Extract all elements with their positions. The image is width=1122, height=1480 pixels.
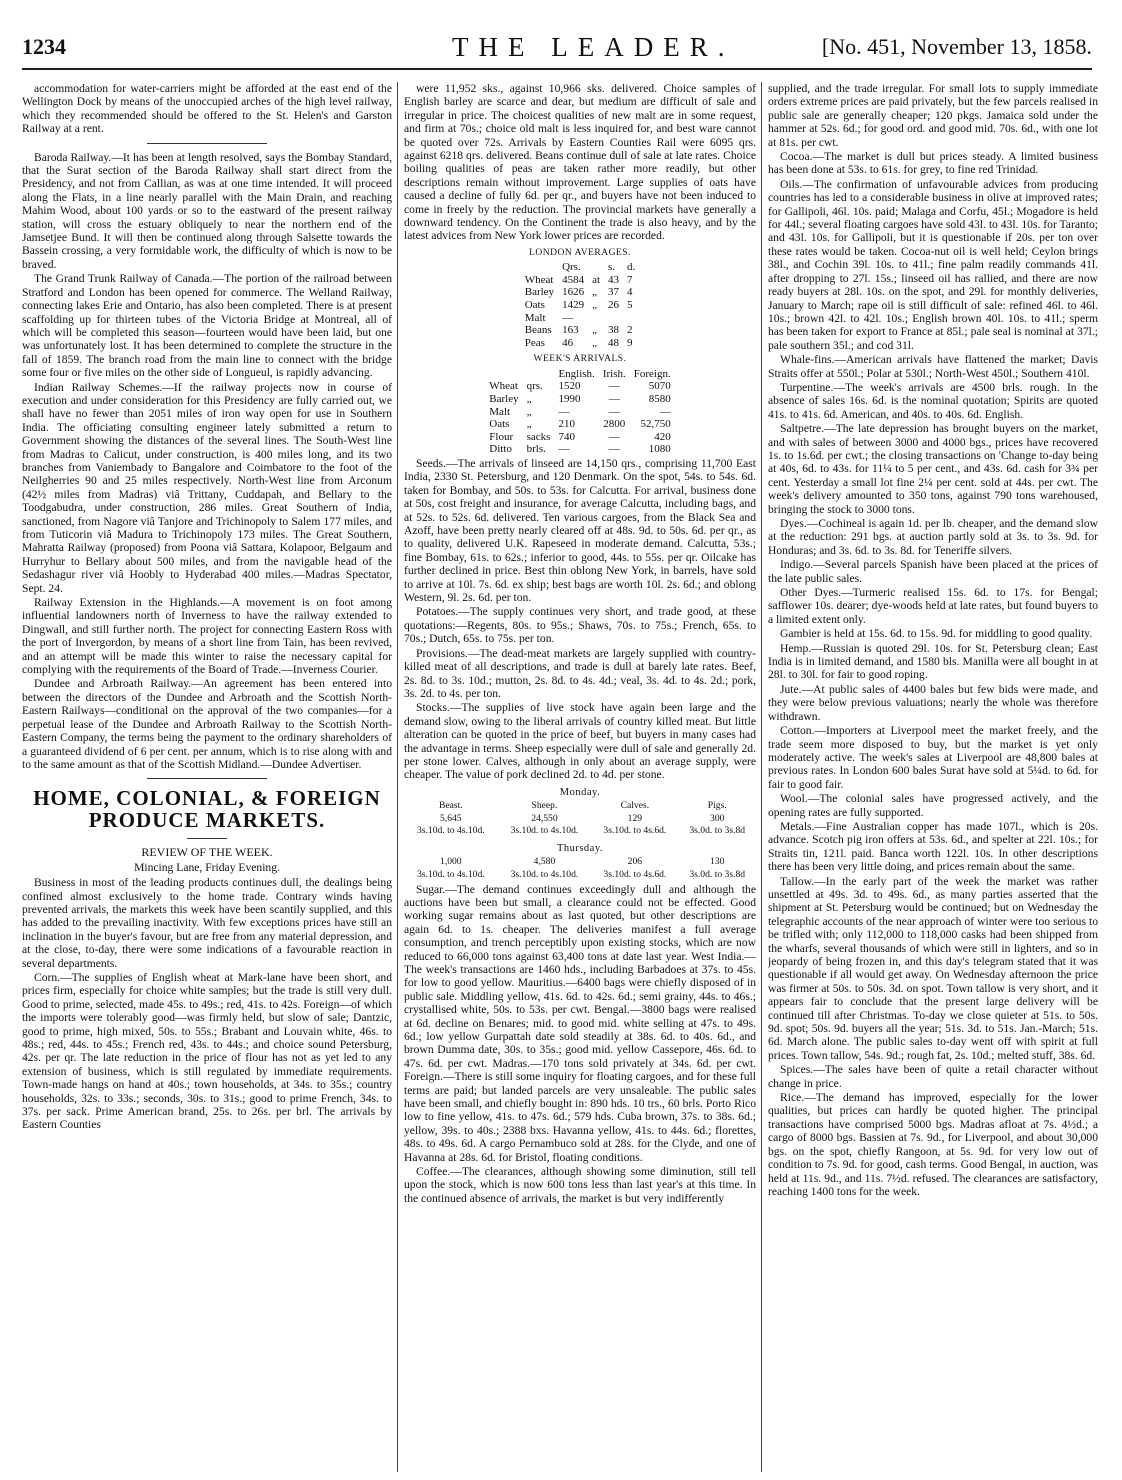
table-row: 1,000 4,580 206 130	[440, 856, 725, 868]
market-para: Metals.—Fine Australian copper has made 107l., which is 20s. advance. Scotch pig iron offers at 53s. 6d., and spelter at 22l. 10s.; for Straits tin, 121l. paid. Banca worth 122l. 10s. In other descriptions there has been very little doing, and prices remain about the same.	[768, 819, 1098, 874]
divider	[187, 838, 227, 839]
monday-table	[404, 800, 756, 838]
market-para: Tallow.—In the early part of the week the market was rather unsettled at 49s. 3d. to 49s. 6d., as many parties asserted that the shipment at St. Petersburg would be continued; but on Wednesday the telegraphic accounts of the near approach of winter were too serious to be trifled with; only 112,000 to 118,000 casks had been shipped from the wharfs, several thousands of which were still in lighters, and so in jeopardy of being frozen in, and this day's telegram stated that it was questionable if all would get away. On Wednesday afternoon the price was firmer at 50s. to 50s. 3d. on spot. Town tallow is very short, and it appears fair to conclude that the present large delivery will be continued till after Christmas. To-day we close quieter at 51s. to 50s. 9d. spot; 50s. 9d. buyers all the year; 51s. 3d. to 51s. Jan.-March; 51s. 6d. March alone. The public sales to-day went off with spirit at full prices. Town tallow, 54s. 9d.; rough fat, 2s. 10d.; melted stuff, 38s. 6d.	[768, 874, 1098, 1062]
thursday-table	[404, 856, 756, 881]
market-para: Oils.—The confirmation of unfavourable advices from producing countries has led to a considerable business in olive at improved rates; for Gallipoli, 46l. 10s. paid; Malaga and Corfu, 45l.; Mogadore is held for 44l.; several floating cargoes have sold 43l. to 43l. 10s. for Taranto; and 43l. 10s. for Gallipoli, but it is questionable if 20s. per ton over these rates would be taken. Cocoa-nut oil is well held; Ceylon brings 38l., and Cochin 39l. 10s. to 41l.; fine palm readily commands 41l. after dropping to 27l. 15s.; linseed oil has rallied, and there are now ready buyers at 28l. 10s. on the spot, and 29l. for monthly deliveries, January to March; rape oil is still difficult of sale: refined 46l. to 46l. 10s.; brown 42l. to 42l. 10s.; English brown 40l. 10s. to 41l.; sperm has been taken for export to France at 85l.; pale seal is nominal at 37l.; pale southern 35l.; and cod 31l.	[768, 177, 1098, 352]
table-row: Wheat 4584 at 43 7	[524, 273, 633, 286]
table-row: Oats 1429 „ 26 5	[524, 299, 633, 312]
table-row: 3s.10d. to 4s.10d. 3s.10d. to 4s.10d. 3s.10d. to 4s.6d. 3s.0d. to 3s.8d	[416, 825, 746, 837]
london-averages-caption: LONDON AVERAGES.	[529, 247, 631, 258]
weeks-arrivals-table	[485, 368, 674, 456]
table-header-row: Qrs. s. d.	[562, 261, 636, 274]
table-row: Barley „ 1990 — 8580	[489, 393, 671, 406]
page-header	[22, 28, 1092, 70]
market-para: Indigo.—Several parcels Spanish have been placed at the prices of the late public sales.	[768, 558, 1098, 585]
market-para: Cotton.—Importers at Liverpool meet the market freely, and the trade seem more disposed to buy, but the market is yet only moderately active. The week's sales at Liverpool are 48,800 bales at previous rates. In London 600 bales Surat have sold at 5¼d. to 6d. for fair to good fair.	[768, 724, 1098, 791]
market-para: Spices.—The sales have been of quite a retail character without change in price.	[768, 1063, 1098, 1090]
market-para: Dyes.—Cochineal is again 1d. per lb. cheaper, and the demand slow at the reduction: 291 bgs. at auction partly sold at 3s. to 3s. 9d. for Honduras; and 3s. 6d. to 3s. 8d. for Teneriffe silvers.	[768, 517, 1098, 557]
table-row: Peas 46 „ 48 9	[524, 336, 633, 349]
article-para: accommodation for water-carriers might be afforded at the east end of the Wellington Dock by means of the unoccupied arches of the high level railway, which they recommended should be offered to the St. Helen's and Garston Railway at a rent.	[22, 82, 392, 136]
thursday-caption: Thursday.	[556, 842, 604, 854]
column-rule-1	[397, 82, 398, 1472]
table-row: Malt „ — — —	[489, 405, 671, 418]
table-row: Oats „ 210 2800 52,750	[489, 418, 671, 431]
newspaper-title: THE LEADER.	[452, 32, 735, 62]
divider	[147, 143, 267, 144]
table-row: Ditto brls. — — 1080	[489, 443, 671, 456]
market-para: Provisions.—The dead-meat markets are largely supplied with country-killed meat of all descriptions, and trade is dull at barely late rates. Beef, 2s. 8d. to 3s. 10d.; mutton, 2s. 8d. to 4s. 4d.; veal, 3s. 4d. to 4s. 2d.; pork, 3s. 2d. to 4s. per ton.	[404, 646, 756, 700]
market-para: Saltpetre.—The late depression has brought buyers on the market, and with sales of between 3000 and 4000 bgs., prices have recovered 1s. to 1s.6d. per cwt.; the closing transactions on 'Change to-day being at 40s, 6d. to 43s. for 11¼ to 5 per cent., and 43s. 6d. cash for 3¾ per cent. Yesterday a small lot fine 2¼ per cent. sold at 44s. per cwt. The week's delivery amounted to 350 tons, against 790 tons warehoused, bringing the stock to 3000 tons.	[768, 422, 1098, 516]
market-para: Gambier is held at 15s. 6d. to 15s. 9d. for middling to good quality.	[780, 627, 1093, 641]
market-para: Rice.—The demand has improved, especially for the lower qualities, but prices can hardly be quoted higher. The principal transactions have comprised 5000 bgs. Madras afloat at 7s. 4½d.; a cargo of 8000 bgs. Bassien at 7s. 9d., for Liverpool, and about 30,000 bgs. on the spot, chiefly Rangoon, at 5s. 9d. for very low out of condition to 7s. 9d. for good, cash terms. Good Bengal, in auction, was held at 11s. 9d., and 11s. 7½d. refused. The clearances are satisfactory, reaching 1400 tons for the week.	[768, 1091, 1098, 1198]
market-para: Stocks.—The supplies of live stock have again been large and the demand slow, owing to the liberal arrivals of country killed meat. But little alteration can be quoted in the price of beef, but buyers in many cases had the advantage in terms. Sheep especially were dull of sale and generally 2d. per stone lower. Calves, although in only about an average supply, were cheaper. The value of pork declined 2d. to 4d. per stone.	[404, 701, 756, 782]
market-para: Other Dyes.—Turmeric realised 15s. 6d. to 17s. for Bengal; safflower 10s. dearer; dye-woods held at late rates, but found buyers to a limited extent only.	[768, 586, 1098, 626]
market-para: Hemp.—Russian is quoted 29l. 10s. for St. Petersburg clean; East India is in limited demand, and 1580 bls. Manilla were all bought in at 28l. to 30l. for fair to good roping.	[768, 641, 1098, 682]
issue-date: [No. 451, November 13, 1858.	[821, 34, 1092, 59]
market-para: Wool.—The colonial sales have progressed actively, and the opening rates are fully supported.	[768, 792, 1098, 819]
table-row: Beans 163 „ 38 2	[524, 324, 633, 337]
article-para: Indian Railway Schemes.—If the railway projects now in course of execution and under consideration for this Presidency are fully carried out, we shall have no fewer than 2051 miles of iron way open for use in Southern India. The officiating consulting engineer lately submitted a return to Government showing the distances of the several lines. The South-West line from Madras to Calicut, under construction, is 400 miles long, and its two branches from Vaniembady to Bangalore and Coimbatore to the foot of the Neilgherries 90 and 25 miles respectively. North-West line from Arconum (42½ miles from Madras) viâ Trittany, Cuddapah, and Bellary to the Toodgabudra, under construction, 286 miles. Great Southern of India, sanctioned, from Nagore viâ Tanjore and Trichinopoly to Salem 177 miles, and from Tuticorin viâ Madura to Trichinopoly 173 miles. The Great Southern, Mahratta Railway (proposed) from Poona viâ Sattara, Kolapoor, Belgaum and Hurryhur to Bellary about 500 miles, and from the navigable head of the Sedashagur river viâ Hoobly to Hyderabad 400 miles.—Madras Spectator, Sept. 24.	[22, 380, 392, 595]
market-para: Potatoes.—The supply continues very short, and trade good, at these quotations:—Regents, 80s. to 95s.; Shaws, 70s. to 75s.; French, 65s. to 70s.; Dutch, 65s. to 75s. per ton.	[404, 605, 756, 646]
column-rule-2	[761, 82, 762, 1472]
column-1	[22, 82, 392, 1472]
market-para: Whale-fins.—American arrivals have flattened the market; Davis Straits offer at 550l.; Polar at 530l.; North-West 450l.; Southern 410l.	[768, 353, 1098, 380]
london-averages-table	[521, 261, 640, 349]
review-heading: REVIEW OF THE WEEK.	[141, 845, 273, 860]
monday-caption: Monday.	[559, 786, 601, 798]
market-para: Seeds.—The arrivals of linseed are 14,150 qrs., comprising 11,700 East India, 2330 St. Petersburg, and 120 Denmark. On the spot, 54s. to 54s. 6d. taken for Bombay, and 50s. to 53s. for Calcutta. For arrival, business done at 50s, cost freight and insurance, for average Calcutta, including bags, and at 52s. to 52s. 6d. delivered. Ten various cargoes, from the Black Sea and Azoff, have been pretty nearly cleared off at 48s. 9d. to 50s. 6d. per qr., as to quality, delivered U.K. Rapeseed in moderate demand. Calcutta, 53s.; fine Bombay, 61s. to 62s.; inferior to good, 44s. to 55s. per qr. Oilcake has further declined in price. Best thin oblong New York, in barrels, have sold to arrive at 10l. 7s. 6d. ex ship; best bags are worth 10l. 2s. 6d.; and oblong Western, 9l. 2s. 6d. per ton.	[404, 457, 756, 605]
market-para: Turpentine.—The week's arrivals are 4500 brls. rough. In the absence of sales 16s. 6d. is the nominal quotation; Spirits are quoted 41s. to 41s. 6d. American, and 40s. to 40s. 6d. English.	[768, 380, 1098, 421]
column-2	[404, 82, 756, 1472]
weeks-arrivals-caption: WEEK'S ARRIVALS.	[533, 354, 627, 365]
divider	[147, 778, 267, 779]
market-para: Sugar.—The demand continues exceedingly dull and although the auctions have been but small, a clearance could not be effected. Good working sugar remains about as last quoted, but other descriptions are again 6d. to 1s. cheaper. The deliveries manifest a full average consumption, and trench perceptibly upon existing stocks, which are now reduced to 66,000 tons against 63,400 tons at date last year. West India.—The week's transactions are 1460 hds., including Barbadoes at 37s. to 45s. for low to good yellow. Mauritius.—6400 bags were chiefly disposed of in public sale. Middling yellow, 41s. 6d. to 42s. 6d.; semi grainy, 44s. to 46s.; crystallised white, 50s. to 53s. per cwt. Bengal.—3800 bags were realised at 6d. decline on Benares; mid. to good mid. white selling at 47s. to 49s. 6d.; low yellow Gurpattah date sold steadily at 38s. 6d. to 40s. 6d., and brown Dumma date, 30s. to 35s.; good mid. yellow Cassepore, 46s. 6d. to 47s. 6d. per cwt. Madras.—170 tons sold privately at 34s. 6d. per cwt. Foreign.—There is still some inquiry for floating cargoes, and for these full terms are paid; but landed parcels are very unsaleable. The public sales have been small, and chiefly bought in: 890 hds. 10 trs., 60 brls. Porto Rico low to fine yellow, 41s. to 47s. 6d.; 579 hds. Cuba brown, 37s. to 38s. 6d.; yellow, 39s. to 40s.; 2388 bxs. Havanna yellow, 41s. to 44s. 6d.; florettes, 48s. to 49s. 6d. A cargo Pernambuco sold at 28s. for the Clyde, and one of Havanna at 28s. 6d. for Bristol, floating conditions.	[404, 882, 756, 1164]
section-heading: HOME, COLONIAL, & FOREIGN PRODUCE MARKETS.	[33, 786, 381, 833]
article-para: Dundee and Arbroath Railway.—An agreement has been entered into between the directors of the Dundee and Arbroath and the Scottish North-Eastern Railways—conditional on the approval of the two companies—for a perpetual lease of the Dundee and Arbroath Railway to the Scottish North-Eastern Company, the terms being the payment to the ordinary shareholders of a guaranteed dividend of 6 per cent. per annum, which is to rise along with and to the same amount as that of the Scottish Midland.—Dundee Advertiser.	[22, 677, 392, 771]
table-row: 3s.10d. to 4s.10d. 3s.10d. to 4s.10d. 3s.10d. to 4s.6d. 3s.0d. to 3s.8d	[416, 868, 746, 880]
table-row: Barley 1626 „ 37 4	[524, 286, 633, 299]
market-para: were 11,952 sks., against 10,966 sks. delivered. Choice samples of English barley are scarce and dear, but medium are difficult of sale and irregular in price. The choicest qualities of new malt are in some request, and firm at 70s.; choice old malt is less inquired for, and best ware cannot be quoted over 72s. Arrivals by Eastern Counties Rail were 6095 qrs. against 6218 qrs. delivered. Beans continue dull of sale at late rates. Choice boiling qualities of peas are taken rather more readily, but other descriptions remain without improvement. Large supplies of oats have caused a decline of fully 6d. per qr., and buyers have not been induced to come in freely by the reduction. The provincial markets have generally a downward tendency. On the Continent the trade is also heavy, and by the latest advices from New York lower prices are recorded.	[404, 82, 756, 243]
article-para: Baroda Railway.—It has been at length resolved, says the Bombay Standard, that the Surat section of the Baroda Railway shall start direct from the Presidency, and not from Callian, as was at one time intended. It will proceed along the Flats, in a line nearly parallel with the Main Drain, and reaching Mahim Wood, about 100 yards or so to the eastward of the present railway station, will cross the estuary obliquely to near the northern end of the Jamsetjee Bund. It will then be continued along through Salsette towards the Bassein crossing, a very formidable work, the difficulty of which is now to be braved.	[22, 150, 392, 271]
column-3	[768, 82, 1098, 1472]
market-para: Coffee.—The clearances, although showing some diminution, still tell upon the stock, which is now 600 tons less than last year's at this time. In the continued absence of arrivals, the market is but very indifferently	[404, 1165, 756, 1205]
table-row: Wheat qrs. 1520 — 5070	[489, 380, 671, 393]
table-header-row: English. Irish. Foreign.	[558, 367, 671, 380]
market-para: Business in most of the leading products continues dull, the dealings being confined almost exclusively to the home trade. Contrary winds having prevented arrivals, the markets this week have been scantily supplied, and this has added to the prevailing inactivity. With few exceptions prices have still an inclination in the buyer's favour, but are free from any material depression, and at the close, to-day, there were some indications of a favourable reaction in several departments.	[22, 876, 392, 970]
market-para: Jute.—At public sales of 4400 bales but few bids were made, and they were below previous valuations; nearly the whole was therefore withdrawn.	[768, 682, 1098, 723]
market-para: supplied, and the trade irregular. For small lots to supply immediate orders extreme prices are paid privately, but the few parcels realised in public sale are generally cheaper; 120 pkgs. Jamaica sold under the hammer at 52s. 6d.; for good ord. and good mid. 70s. 6d., with one lot at 81s. per cwt.	[768, 82, 1098, 149]
table-header-row: Beast. Sheep. Calves. Pigs.	[438, 800, 727, 812]
page-number: 1234	[22, 34, 66, 59]
article-para: Railway Extension in the Highlands.—A movement is on foot among influential landowners north of Inverness to have the railway extended to Dingwall, and still further north. The project for connecting Eastern Ross with the port of Invergordon, by means of a short line from Tain, has been revived, and an attempt will be made this winter to raise the necessary capital for complying with the requirements of the Board of Trade.—Inverness Courier.	[22, 596, 392, 677]
table-row: 5,645 24,550 129 300	[440, 812, 725, 824]
market-para: Cocoa.—The market is dull but prices steady. A limited business has been done at 53s. to 61s. for grey, to fine red Trinidad.	[768, 150, 1098, 177]
article-para: The Grand Trunk Railway of Canada.—The portion of the railroad between Stratford and London has been opened for commerce. The Welland Railway, connecting lakes Erie and Ontario, has also been completed. There is at present scaffolding up for thirteen tubes of the Victoria Bridge at Montreal, all of which will be completed this season—fourteen would have been laid, but one was unfortunately lost. It has been determined to complete the structure in the fall of 1859. The branch road from the main line to connect with the bridge some four or five miles on the other side of Longueul, is rapidly advancing.	[22, 272, 392, 380]
table-row: Malt —	[524, 311, 574, 324]
market-para: Corn.—The supplies of English wheat at Mark-lane have been short, and prices firm, especially for choice white samples; but the trade is still very dull. Good to prime, selected, made 45s. to 49s.; red, 41s. to 42s. Foreign—of which the imports were tolerably good—was firmly held, but slow of sale; Dantzic, good to prime, high mixed, 50s. to 55s.; Brabant and Louvain white, 46s. to 48s.; red, 44s. to 45s.; French red, 43s. to 44s.; and choice sound Petersburg, 42s. per qr. The late reduction in the price of flour has not as yet led to any extension of business, which is still regulated by immediate requirements. Town-made hangs on hand at 40s.; town households, at 34s. to 35s.; country households, 32s. to 33s.; seconds, 30s. to 31s.; good to prime French, 34s. to 37s. per sack. Prime American brand, 25s. to 26s. per brl. The arrivals by Eastern Counties	[22, 970, 392, 1132]
dateline: Mincing Lane, Friday Evening.	[134, 860, 280, 874]
table-row: Flour sacks 740 — 420	[489, 430, 671, 443]
